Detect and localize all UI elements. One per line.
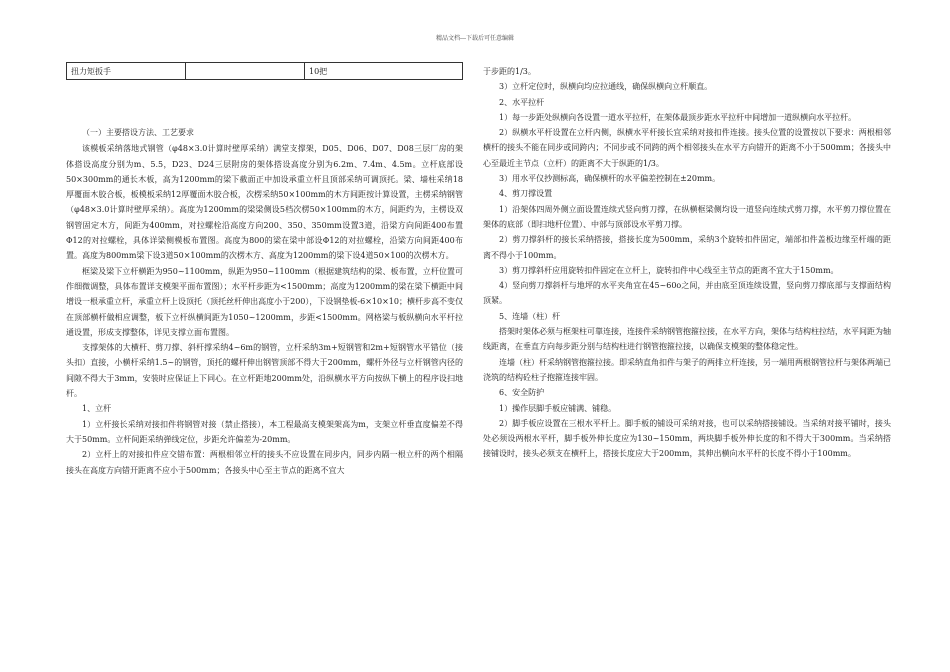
paragraph: 1）沿架体四周外侧立面设置连续式竖向剪刀撑，在纵横框梁侧均设一道竖向连续式剪刀撑，水平剪刀撑位置在架体的底部（即扫地杆位置）、中部与顶部设水平剪刀撑。 bbox=[483, 204, 891, 229]
header-note: 精品文档---下载后可任意编辑 bbox=[435, 35, 515, 42]
paragraph: 4）竖向剪刀撑斜杆与地坪的水平夹角宜在45~60o之间，并由底至顶连续设置，竖向剪刀撑底部与支撑面结构顶紧。 bbox=[483, 281, 891, 306]
table-row bbox=[67, 63, 463, 80]
paragraph: 3）立杆定位时，纵横向均应拉通线，确保纵横向立杆顺直。 bbox=[499, 82, 713, 92]
paragraph: 于步距的1/3。 bbox=[483, 67, 536, 76]
paragraph: 1）每一步距处纵横向各设置一道水平拉杆，在架体最顶步距水平拉杆中间增加一道纵横向水平拉杆。 bbox=[499, 112, 857, 122]
table-cell: 10把 bbox=[305, 63, 463, 80]
paragraph: 3）用水平仪抄测标高，确保横杆的水平偏差控制在±20mm。 bbox=[499, 174, 721, 184]
paragraph: 3）剪刀撑斜杆应用旋转扣件固定在立杆上，旋转扣件中心线至主节点的距离不宜大于150mm。 bbox=[499, 265, 839, 275]
subsection-heading: 5、连墙（柱）杆 bbox=[499, 311, 561, 321]
paragraph: 1）操作层脚手板应铺满、铺稳。 bbox=[499, 403, 617, 413]
subsection-heading: 6、安全防护 bbox=[499, 388, 545, 398]
section-heading: （一）主要搭设方法、工艺要求 bbox=[82, 128, 194, 137]
paragraph: 支撑架体的大横杆、剪刀撑、斜杆撑采纳4~6m的钢管，立杆采纳3m+短钢管和2m+短钢管水平错位（接头扣）直接，小横杆采纳1.5~的钢管，顶托的螺杆伸出钢管顶部不得大于200mm，螺杆外径与立杆钢管内径的间隙不得大于3mm，安装时应保证上下同心。在立杆距地200mm处，沿纵横水平方向按纵下横上的程序设扫地杆。 bbox=[66, 343, 463, 399]
table-cell: 扭力矩扳手 bbox=[67, 63, 186, 80]
table-cell bbox=[186, 63, 305, 80]
paragraph: 2）剪刀撑斜杆的接长采纳搭接，搭接长度为500mm，采纳3个旋转扣件固定，端部扣件盖板边缘至杆端的距离不得小于100mm。 bbox=[483, 235, 891, 260]
paragraph: 2）纵横水平杆设置在立杆内侧，纵横水平杆接长宜采纳对接扣件连接。接头位置的设置按以下要求：两根相邻横杆的接头不能在同步或同跨内；不同步或不同跨的两个相邻接头在水平方向错开的距离不小于500mm；各接头中心至最近主节点（立杆）的距离不大于纵距的1/3。 bbox=[483, 128, 891, 168]
left-column bbox=[66, 125, 463, 478]
paragraph: 框梁及梁下立杆横距为950~1100mm，纵距为950~1100mm（根据建筑结构的梁、板布置，立杆位置可作细微调整，具体布置详支模架平面布置图）；水平杆步距为<1500mm；高度为1200mm的梁在梁下横距中间增设一根承重立杆，承重立杆上设顶托（顶托丝杆伸出高度小于200），下设钢垫板-6×10×10；横杆步高不变仅在顶部横杆做相应调整，板下立杆纵横间距为1050~1200mm，步距<1500mm。网格梁与板纵横向水平杆拉通设置，形成支撑整体，详见支撑立面布置图。 bbox=[66, 266, 463, 337]
subsection-heading: 4、剪刀撑设置 bbox=[499, 189, 553, 199]
paragraph: 1）立杆接长采纳对接扣件将钢管对接（禁止搭接），本工程最高支模架架高为m，支架立杆垂直度偏差不得大于50mm。立杆间距采纳弹线定位，步距允许偏差为-20mm。 bbox=[66, 419, 463, 444]
subsection-heading: 1、立杆 bbox=[82, 404, 112, 414]
right-column bbox=[483, 64, 891, 462]
paragraph: 连墙（柱）杆采纳钢管抱箍拉接。即采纳直角扣件与架子的两排立杆连接，另一端用两根钢管拉杆与架体两端已浇筑的结构砼柱子抱箍连接牢固。 bbox=[483, 357, 891, 382]
paragraph: 2）立杆上的对接扣件应交错布置：两根相邻立杆的接头不应设置在同步内，同步内隔一根立杆的两个相隔接头在高度方向错开距离不应小于500mm；各接头中心至主节点的距离不宜大 bbox=[66, 450, 463, 475]
paragraph: 2）脚手板应设置在三根水平杆上。脚手板的铺设可采纳对接，也可以采纳搭接铺设。当采纳对接平铺时，接头处必须设两根水平杆，脚手板外伸长度应为130~150mm，两块脚手板外伸长度的和不得大于300mm。当采纳搭接铺设时，接头必须支在横杆上，搭接长度应大于200mm，其伸出横向水平杆的长度不得小于100mm。 bbox=[483, 418, 891, 459]
paragraph: 搭架时架体必须与框架柱可靠连接，连接件采纳钢管抱箍拉接，在水平方向，架体与结构柱拉结，水平间距为轴线距离，在垂直方向每步距分别与结构柱进行钢管抱箍拉接，以确保支模架的整体稳定性。 bbox=[483, 327, 891, 352]
tool-table bbox=[66, 62, 463, 80]
subsection-heading: 2、水平拉杆 bbox=[499, 97, 545, 107]
paragraph: 该模板采纳落地式钢管（φ48×3.0计算时壁厚采纳）满堂支撑架，D05、D06、D07、D08三层厂房的架体搭设高度分别为m、5.5，D23、D24三层附房的架体搭设高度分别为6.2m、7.4m、4.5m。立杆底部设50×300mm的通长木板，高为1200mm的梁下截面正中加设承重立杆且顶部采纳可调顶托。梁、墙柱采纳18厚覆面木胶合板，板模板采纳12厚覆面木胶合板，次楞采纳50×100mm的木方间距按计算设置，主楞采纳钢管（φ48×3.0计算时壁厚采纳）。高度为1200mm的梁梁侧设5档次楞50×100mm的木方，间距约为，主楞设双钢管固定木方，间距为400mm，对拉螺栓沿高度方向200、350、350mm设置3道，沿梁方向间距400布置Φ12的对拉螺栓，具体详梁侧模板布置图。高度为800的梁在梁中部设Φ12的对拉螺栓，沿梁方向间距400布置。高度为800mm梁下设3道50×100mm的次楞木方、高度为1200mm的梁下设4道50×100的次楞木方。 bbox=[66, 144, 463, 261]
